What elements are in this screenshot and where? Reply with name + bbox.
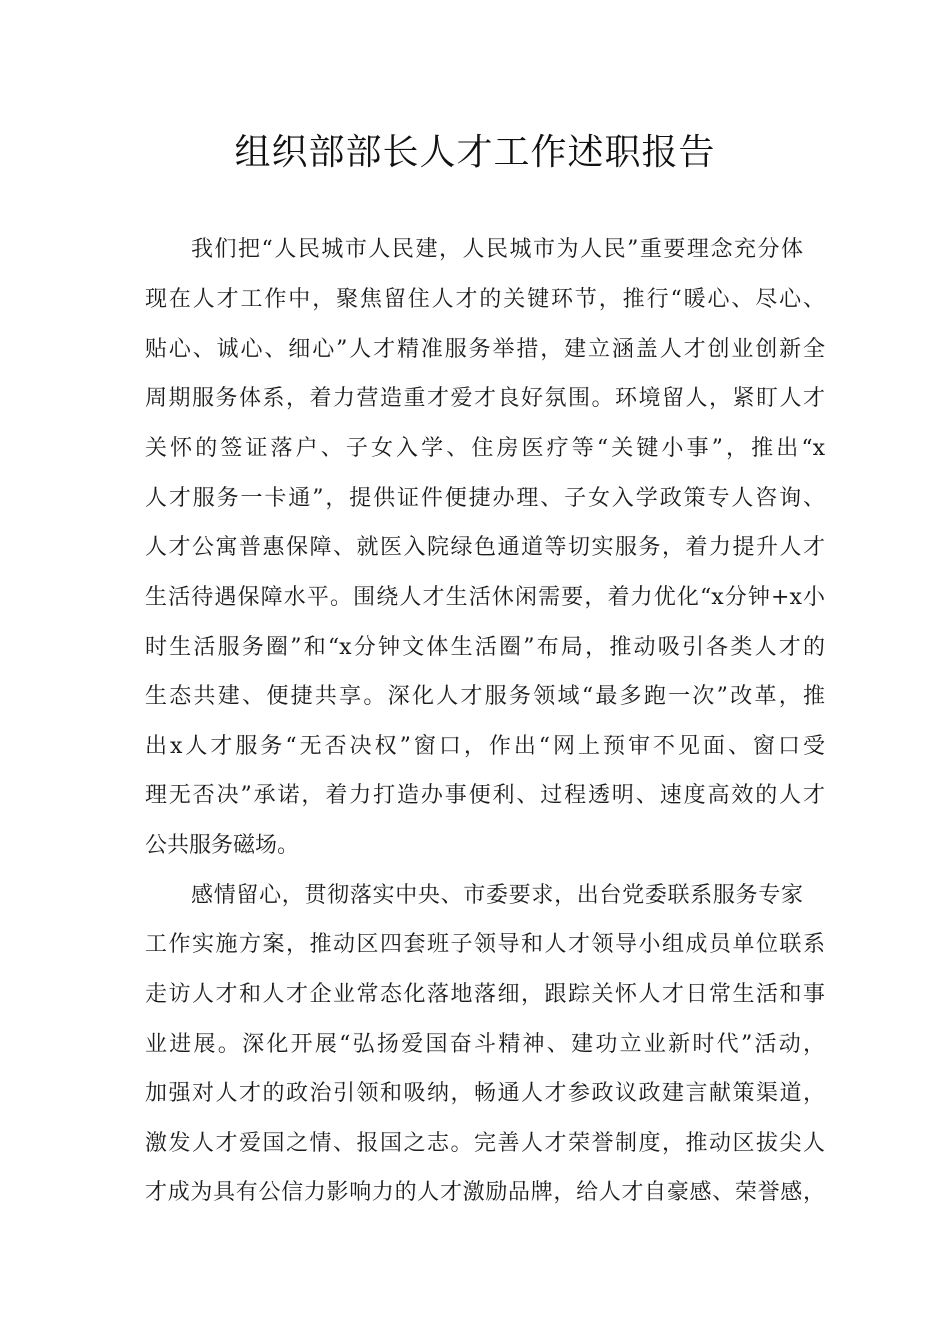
text-line: 现在人才工作中，聚焦留住人才的关键环节，推行“暖心、尽心、 (145, 287, 825, 312)
text-line: 业进展。深化开展“弘扬爱国奋斗精神、建功立业新时代”活动， (145, 1032, 825, 1057)
text-line: 出x人才服务“无否决权”窗口，作出“网上预审不见面、窗口受 (145, 734, 825, 759)
text-line: 公共服务磁场。 (145, 833, 300, 858)
text-line: 走访人才和人才企业常态化落地落细，跟踪关怀人才日常生活和事 (145, 982, 825, 1007)
text-line: 周期服务体系，着力营造重才爱才良好氛围。环境留人，紧盯人才 (145, 386, 825, 411)
text-line: 生活待遇保障水平。围绕人才生活休闲需要，着力优化“x分钟+x小 (145, 585, 825, 610)
text-line: 时生活服务圈”和“x分钟文体生活圈”布局，推动吸引各类人才的 (145, 635, 825, 660)
text-line: 生态共建、便捷共享。深化人才服务领域“最多跑一次”改革，推 (145, 684, 825, 709)
text-line: 人才服务一卡通”，提供证件便捷办理、子女入学政策专人咨询、 (145, 486, 825, 511)
text-line: 贴心、诚心、细心”人才精准服务举措，建立涵盖人才创业创新全 (145, 337, 825, 362)
text-line: 加强对人才的政治引领和吸纳，畅通人才参政议政建言献策渠道， (145, 1081, 825, 1106)
text-line: 才成为具有公信力影响力的人才激励品牌，给人才自豪感、荣誉感， (145, 1180, 825, 1205)
document-title: 组织部部长人才工作述职报告 (234, 132, 716, 173)
text-line: 我们把“人民城市人民建，人民城市为人民”重要理念充分体 (191, 237, 803, 262)
text-line: 感情留心，贯彻落实中央、市委要求，出台党委联系服务专家 (191, 883, 803, 908)
text-line: 关怀的签证落户、子女入学、住房医疗等“关键小事”，推出“x (145, 436, 825, 461)
text-line: 激发人才爱国之情、报国之志。完善人才荣誉制度，推动区拔尖人 (145, 1131, 825, 1156)
text-line: 理无否决”承诺，着力打造办事便利、过程透明、速度高效的人才 (145, 783, 825, 808)
text-line: 人才公寓普惠保障、就医入院绿色通道等切实服务，着力提升人才 (145, 535, 825, 560)
text-line: 工作实施方案，推动区四套班子领导和人才领导小组成员单位联系 (145, 932, 825, 957)
